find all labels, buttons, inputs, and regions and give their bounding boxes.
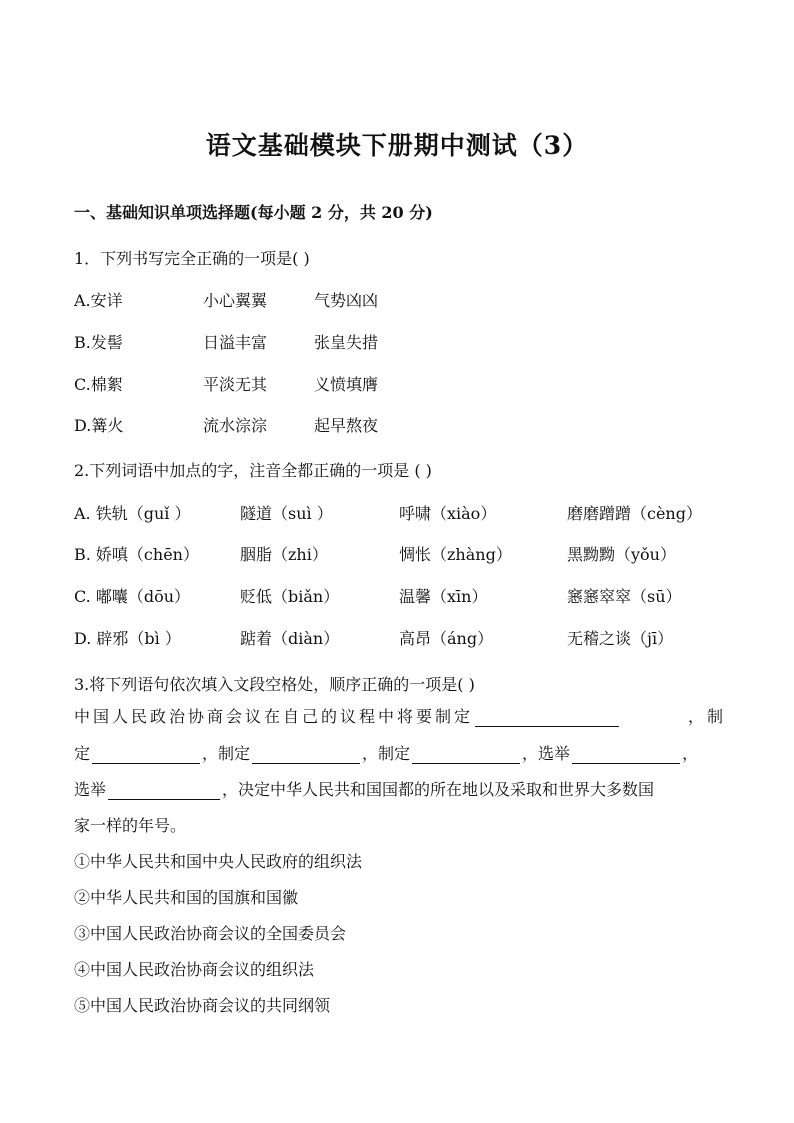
answer-blank[interactable] bbox=[572, 745, 680, 764]
answer-blank[interactable] bbox=[252, 745, 360, 764]
paragraph-text: 定 bbox=[74, 744, 91, 763]
option-word: 无稽之谈（jī） bbox=[567, 629, 674, 648]
option-word: 贬低（biǎn） bbox=[240, 587, 340, 606]
q3-item-3: ③中国人民政治协商会议的全国委员会 bbox=[74, 924, 347, 943]
option-word: 惆怅（zhàng） bbox=[399, 545, 512, 564]
option-word: 流水淙淙 bbox=[203, 416, 268, 435]
paragraph-text: ，制 bbox=[687, 707, 726, 726]
paragraph-text: ，决定中华人民共和国国都的所在地以及采取和世界大多数国 bbox=[222, 780, 655, 799]
answer-blank[interactable] bbox=[108, 781, 220, 800]
q3-paragraph-line-1 bbox=[74, 704, 726, 727]
answer-blank[interactable] bbox=[412, 745, 520, 764]
section-heading: 一、基础知识单项选择题(每小题 2 分，共 20 分) bbox=[74, 203, 433, 222]
page-title: 语文基础模块下册期中测试（3） bbox=[205, 131, 589, 160]
option-label: C.棉絮 bbox=[74, 375, 123, 394]
paragraph-text: ，制定 bbox=[362, 744, 411, 763]
option-word: 踮着（diàn） bbox=[240, 629, 340, 648]
option-label: C. 嘟囔（dōu） bbox=[74, 587, 191, 606]
option-word: 磨磨蹭蹭（cèng） bbox=[567, 504, 702, 523]
option-label: B. 娇嗔（chēn） bbox=[74, 545, 199, 564]
option-word: 温馨（xīn） bbox=[399, 587, 488, 606]
option-word: 起早熬夜 bbox=[314, 416, 379, 435]
q3-paragraph-line-3 bbox=[74, 777, 726, 800]
q3-paragraph-line-2 bbox=[74, 741, 726, 764]
option-word: 隧道（suì ） bbox=[240, 504, 333, 523]
question-3-stem: 3.将下列语句依次填入文段空格处，顺序正确的一项是( ) bbox=[74, 675, 475, 694]
answer-blank[interactable] bbox=[92, 745, 200, 764]
option-word: 胭脂（zhi） bbox=[240, 545, 328, 564]
option-word: 张皇失措 bbox=[314, 333, 379, 352]
option-word: 黑黝黝（yǒu） bbox=[567, 545, 676, 564]
option-word: 日溢丰富 bbox=[203, 333, 268, 352]
option-word: 窸窸窣窣（sū） bbox=[567, 587, 682, 606]
option-word: 义愤填膺 bbox=[314, 375, 379, 394]
option-label: D.篝火 bbox=[74, 416, 124, 435]
option-label: A.安详 bbox=[74, 291, 123, 310]
q3-item-2: ②中华人民共和国的国旗和国徽 bbox=[74, 888, 299, 907]
option-label: A. 铁轨（guǐ ） bbox=[74, 504, 191, 523]
option-word: 平淡无其 bbox=[203, 375, 268, 394]
option-word: 气势凶凶 bbox=[314, 291, 379, 310]
paragraph-text: ，选举 bbox=[522, 744, 571, 763]
q3-item-4: ④中国人民政治协商会议的组织法 bbox=[74, 960, 315, 979]
q3-item-1: ①中华人民共和国中央人民政府的组织法 bbox=[74, 852, 363, 871]
option-label: D. 辟邪（bì ） bbox=[74, 629, 181, 648]
answer-blank[interactable] bbox=[475, 708, 619, 727]
q3-item-5: ⑤中国人民政治协商会议的共同纲领 bbox=[74, 996, 331, 1015]
paragraph-text: 选举 bbox=[74, 780, 107, 799]
question-1-stem: 1．下列书写完全正确的一项是( ) bbox=[74, 249, 310, 268]
option-label: B.发髻 bbox=[74, 333, 123, 352]
paragraph-text: ， bbox=[682, 744, 699, 763]
paragraph-text: ，制定 bbox=[202, 744, 251, 763]
option-word: 呼啸（xiào） bbox=[399, 504, 497, 523]
option-word: 小心翼翼 bbox=[203, 291, 268, 310]
q3-paragraph-line-4: 家一样的年号。 bbox=[74, 816, 187, 835]
question-2-stem: 2.下列词语中加点的字，注音全都正确的一项是 ( ) bbox=[74, 461, 432, 480]
paragraph-text: 中国人民政治协商会议在自己的议程中将要制定 bbox=[74, 707, 474, 726]
option-word: 高昂（áng） bbox=[399, 629, 494, 648]
